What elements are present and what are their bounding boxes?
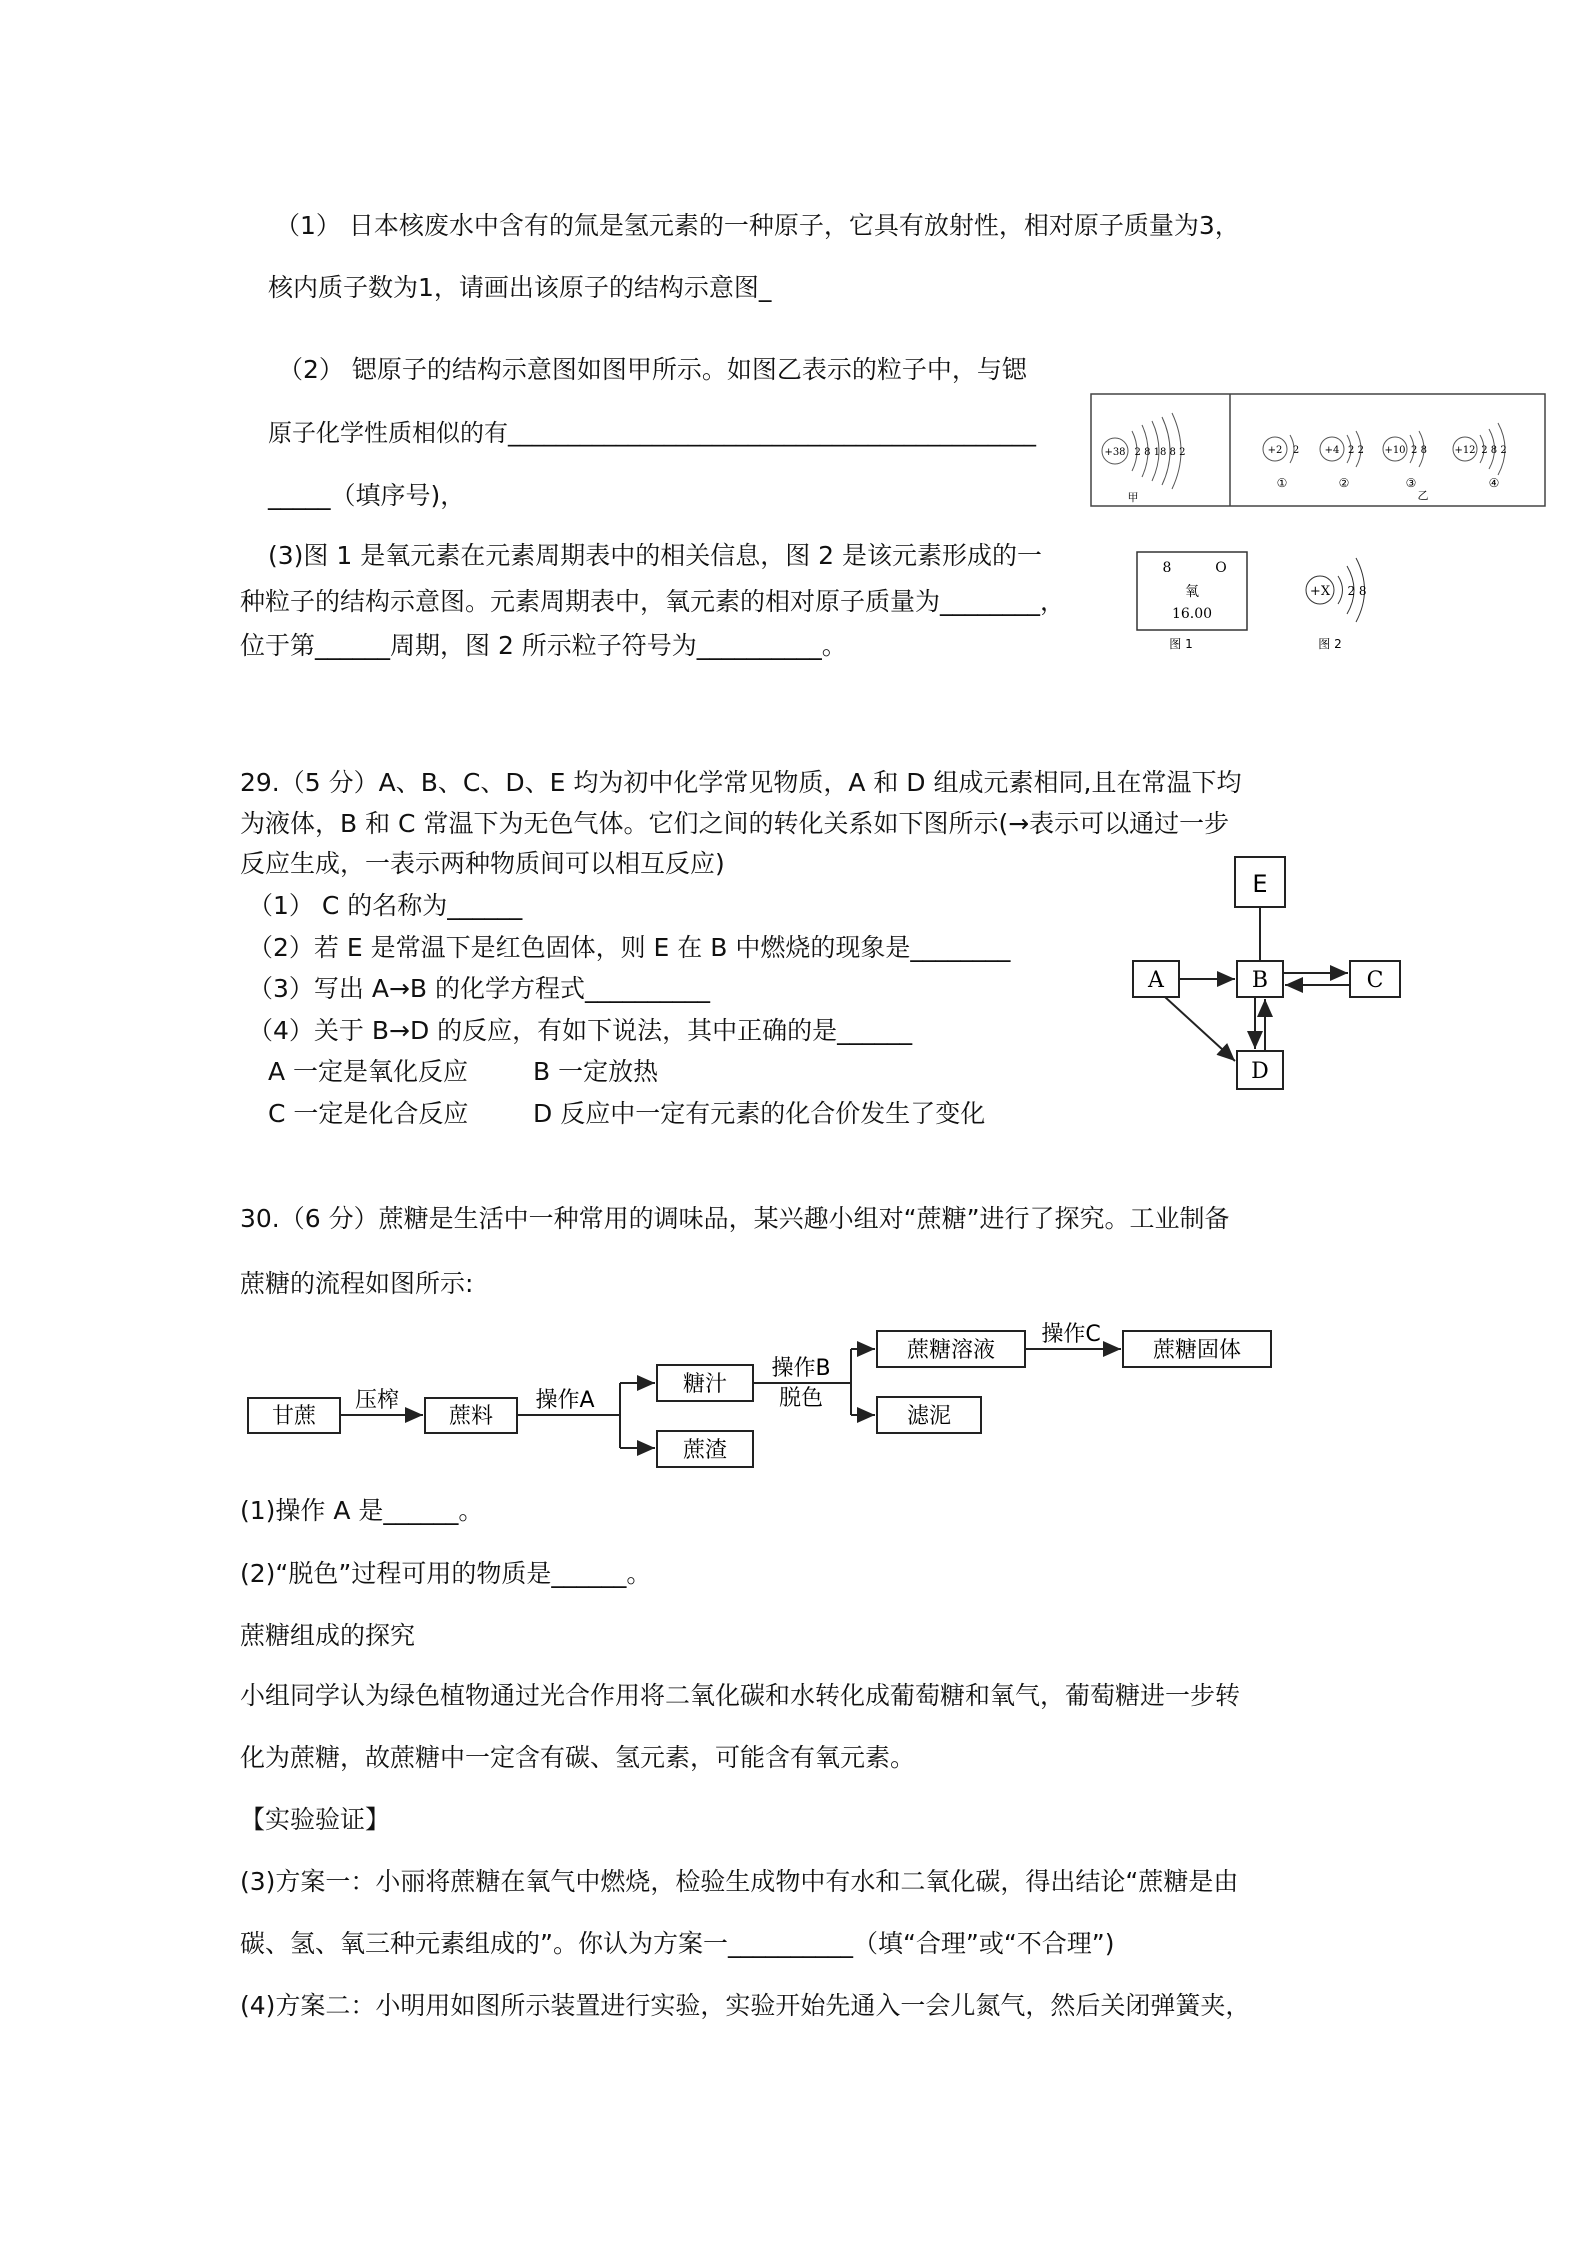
q28-p3-line1: (3)图 1 是氧元素在元素周期表中的相关信息，图 2 是该元素形成的一 (268, 541, 1043, 570)
box-zheliao (425, 1398, 517, 1433)
svg-text:图 2: 图 2 (1318, 637, 1342, 651)
svg-text:操作A: 操作A (535, 1388, 595, 1413)
q28-p3-line2: 种粒子的结构示意图。元素周期表中，氧元素的相对原子质量为________， (240, 587, 1066, 616)
svg-text:②: ② (1338, 476, 1350, 490)
svg-text:+X: +X (1309, 584, 1331, 599)
svg-text:甲: 甲 (1127, 491, 1139, 504)
svg-text:乙: 乙 (1417, 489, 1429, 502)
svg-text:D: D (1251, 1059, 1269, 1084)
svg-text:+38: +38 (1104, 447, 1126, 458)
oxygen-ion-structure (1306, 558, 1367, 651)
svg-text:操作C: 操作C (1041, 1322, 1101, 1347)
svg-text:压榨: 压榨 (354, 1388, 400, 1413)
svg-text:2 8: 2 8 (1411, 445, 1427, 456)
svg-text:+4: +4 (1324, 445, 1340, 456)
particle-4-diagram (1453, 423, 1507, 490)
box-zhezha (657, 1431, 753, 1467)
svg-text:甘蔗: 甘蔗 (271, 1404, 317, 1429)
q28-p3-line3: 位于第______周期，图 2 所示粒子符号为__________。 (240, 631, 847, 660)
q29-subq2: （2）若 E 是常温下是红色固体，则 E 在 B 中燃烧的现象是________ (248, 933, 1011, 962)
q30-para2: 化为蔗糖，故蔗糖中一定含有碳、氢元素，可能含有氧元素。 (240, 1743, 916, 1772)
svg-text:2 8 2: 2 8 2 (1481, 445, 1507, 456)
q29-option-b: B 一定放热 (533, 1057, 659, 1086)
svg-text:④: ④ (1488, 476, 1500, 490)
q29-line2: 为液体，B 和 C 常温下为无色气体。它们之间的转化关系如下图所示(→表示可以通过一步 (240, 809, 1230, 838)
q29-line3: 反应生成，一表示两种物质间可以相互反应) (240, 849, 725, 878)
q30-heading: 蔗糖组成的探究 (240, 1621, 416, 1650)
q30-line1: 30.（6 分）蔗糖是生活中一种常用的调味品，某兴趣小组对“蔗糖”进行了探究。工业制备 (240, 1204, 1230, 1233)
q28-p1-line2: 核内质子数为1，请画出该原子的结构示意图_ (268, 273, 772, 302)
q29-option-c: C 一定是化合反应 (268, 1099, 469, 1128)
svg-text:16.00: 16.00 (1171, 606, 1213, 622)
strontium-atom-diagram (1102, 413, 1185, 504)
svg-text:脱色: 脱色 (778, 1386, 824, 1411)
q30-subq1: (1)操作 A 是______。 (240, 1496, 484, 1525)
periodic-table-cell-oxygen (1137, 552, 1247, 651)
svg-text:①: ① (1276, 476, 1288, 490)
svg-text:8: 8 (1162, 560, 1172, 576)
q29-subq1: （1） C 的名称为______ (248, 891, 523, 920)
svg-text:+10: +10 (1384, 445, 1406, 456)
q28-p2-line2: 原子化学性质相似的有____________________________________________ (268, 419, 1036, 447)
svg-text:C: C (1366, 968, 1384, 993)
svg-text:氧: 氧 (1185, 584, 1199, 600)
atom-structure-figure-jia-yi (1090, 393, 1546, 507)
box-zhetang-guti (1123, 1331, 1271, 1367)
svg-text:滤泥: 滤泥 (906, 1404, 952, 1429)
svg-text:蔗渣: 蔗渣 (682, 1438, 728, 1463)
svg-text:2 2: 2 2 (1348, 445, 1364, 456)
svg-text:蔗糖溶液: 蔗糖溶液 (906, 1338, 996, 1363)
svg-text:操作B: 操作B (771, 1356, 831, 1381)
q29-option-d: D 反应中一定有元素的化合价发生了变化 (533, 1099, 986, 1128)
q30-subq3-line1: (3)方案一：小丽将蔗糖在氧气中燃烧，检验生成物中有水和二氧化碳，得出结论“蔗糖是由 (240, 1867, 1239, 1896)
svg-text:2 8: 2 8 (1347, 584, 1367, 598)
q29-option-a: A 一定是氧化反应 (268, 1057, 469, 1086)
particle-2-diagram (1320, 431, 1364, 490)
box-ganzhe (248, 1398, 340, 1433)
q30-subq3-line2: 碳、氢、氧三种元素组成的”。你认为方案一__________（填“合理”或“不合理”) (240, 1929, 1115, 1958)
svg-text:2: 2 (1292, 445, 1300, 456)
svg-text:+2: +2 (1267, 445, 1283, 456)
substance-relationship-diagram (1125, 855, 1415, 1105)
svg-text:O: O (1215, 560, 1227, 576)
svg-text:A: A (1148, 968, 1164, 993)
q30-para1: 小组同学认为绿色植物通过光合作用将二氧化碳和水转化成葡萄糖和氧气，葡萄糖进一步转 (240, 1681, 1241, 1710)
svg-text:+12: +12 (1454, 445, 1476, 456)
q29-subq3: （3）写出 A→B 的化学方程式__________ (248, 974, 711, 1003)
sugar-production-flowchart (245, 1315, 1280, 1475)
q30-subq2: (2)“脱色”过程可用的物质是______。 (240, 1559, 652, 1588)
q30-experiment-heading: 【实验验证】 (240, 1805, 391, 1834)
oxygen-element-figures (1125, 548, 1385, 656)
q30-subq4: (4)方案二：小明用如图所示装置进行实验，实验开始先通入一会儿氮气，然后关闭弹簧夹， (240, 1991, 1251, 2020)
svg-text:③: ③ (1405, 476, 1417, 490)
q29-line1: 29.（5 分）A、B、C、D、E 均为初中化学常见物质，A 和 D 组成元素相同,且在常温下均 (240, 768, 1242, 797)
svg-text:E: E (1252, 870, 1268, 898)
box-tangzhi (657, 1365, 753, 1401)
particle-1-diagram (1263, 435, 1299, 490)
q29-subq4: （4）关于 B→D 的反应，有如下说法，其中正确的是______ (248, 1016, 913, 1045)
svg-text:B: B (1251, 968, 1269, 993)
svg-text:图 1: 图 1 (1169, 637, 1193, 651)
box-luni (877, 1397, 981, 1433)
q28-p1-line1: （1） 日本核废水中含有的氚是氢元素的一种原子，它具有放射性，相对原子质量为3， (275, 211, 1240, 240)
svg-text:2 8 18 8 2: 2 8 18 8 2 (1134, 447, 1186, 458)
q28-p2-line3: _____（填序号)， (268, 481, 466, 510)
q28-p2-line1: （2） 锶原子的结构示意图如图甲所示。如图乙表示的粒子中，与锶 (278, 355, 1027, 384)
svg-text:蔗料: 蔗料 (448, 1404, 494, 1429)
box-zhetang-rongye (877, 1331, 1025, 1367)
svg-text:糖汁: 糖汁 (682, 1372, 728, 1397)
q30-line2: 蔗糖的流程如图所示: (240, 1269, 474, 1298)
svg-text:蔗糖固体: 蔗糖固体 (1152, 1338, 1242, 1363)
particle-3-diagram (1383, 431, 1427, 490)
